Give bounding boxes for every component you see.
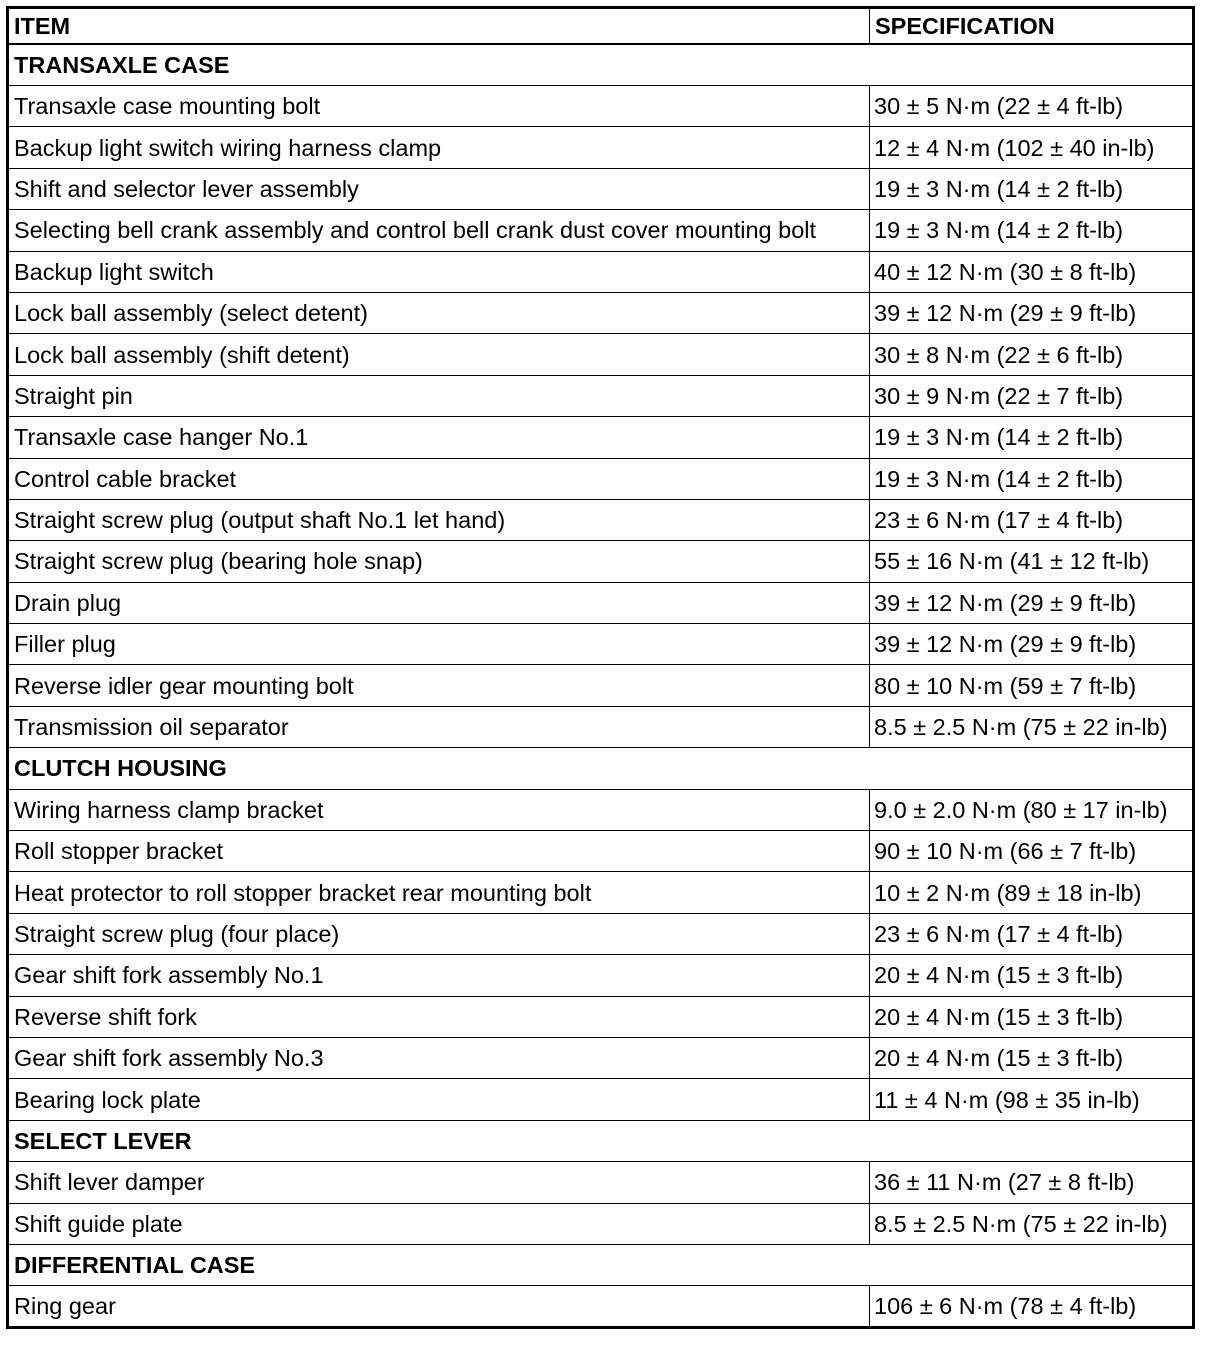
item-cell: Shift lever damper: [8, 1162, 870, 1203]
item-cell: Shift guide plate: [8, 1203, 870, 1244]
table-row: [8, 210, 1194, 251]
table-row: [8, 1037, 1194, 1078]
specification-cell: 11 ± 4 N·m (98 ± 35 in-lb): [870, 1079, 1194, 1120]
item-cell: Backup light switch: [8, 251, 870, 292]
specification-cell: 30 ± 8 N·m (22 ± 6 ft-lb): [870, 334, 1194, 375]
item-column-header: ITEM: [8, 8, 870, 45]
section-row: [8, 748, 1194, 789]
table-row: [8, 375, 1194, 416]
table-row: [8, 541, 1194, 582]
table-row: [8, 168, 1194, 209]
item-cell: Straight screw plug (four place): [8, 913, 870, 954]
item-cell: Wiring harness clamp bracket: [8, 789, 870, 830]
table-row: [8, 582, 1194, 623]
specification-cell: 55 ± 16 N·m (41 ± 12 ft-lb): [870, 541, 1194, 582]
specification-cell: 40 ± 12 N·m (30 ± 8 ft-lb): [870, 251, 1194, 292]
item-cell: Straight screw plug (output shaft No.1 let hand): [8, 499, 870, 540]
table-row: [8, 499, 1194, 540]
table-row: [8, 86, 1194, 127]
specification-cell: 30 ± 5 N·m (22 ± 4 ft-lb): [870, 86, 1194, 127]
section-title: SELECT LEVER: [8, 1120, 1194, 1161]
section-row: [8, 1120, 1194, 1161]
table-row: [8, 996, 1194, 1037]
section-row: [8, 1244, 1194, 1285]
item-cell: Straight pin: [8, 375, 870, 416]
specification-cell: 12 ± 4 N·m (102 ± 40 in-lb): [870, 127, 1194, 168]
section-title: DIFFERENTIAL CASE: [8, 1244, 1194, 1285]
specification-cell: 39 ± 12 N·m (29 ± 9 ft-lb): [870, 624, 1194, 665]
table-row: [8, 872, 1194, 913]
item-cell: Roll stopper bracket: [8, 831, 870, 872]
table-row: [8, 1286, 1194, 1328]
table-row: [8, 251, 1194, 292]
specification-cell: 20 ± 4 N·m (15 ± 3 ft-lb): [870, 996, 1194, 1037]
table-header: [8, 8, 1194, 45]
specification-cell: 9.0 ± 2.0 N·m (80 ± 17 in-lb): [870, 789, 1194, 830]
table-row: [8, 913, 1194, 954]
item-cell: Lock ball assembly (shift detent): [8, 334, 870, 375]
table-row: [8, 665, 1194, 706]
specification-cell: 80 ± 10 N·m (59 ± 7 ft-lb): [870, 665, 1194, 706]
item-cell: Filler plug: [8, 624, 870, 665]
specification-cell: 8.5 ± 2.5 N·m (75 ± 22 in-lb): [870, 706, 1194, 747]
header-row: [8, 8, 1194, 45]
section-row: [8, 44, 1194, 86]
item-cell: Reverse idler gear mounting bolt: [8, 665, 870, 706]
item-cell: Gear shift fork assembly No.3: [8, 1037, 870, 1078]
specification-cell: 8.5 ± 2.5 N·m (75 ± 22 in-lb): [870, 1203, 1194, 1244]
specification-cell: 90 ± 10 N·m (66 ± 7 ft-lb): [870, 831, 1194, 872]
table-row: [8, 1079, 1194, 1120]
item-cell: Reverse shift fork: [8, 996, 870, 1037]
table-row: [8, 1203, 1194, 1244]
item-cell: Heat protector to roll stopper bracket rear mounting bolt: [8, 872, 870, 913]
specification-cell: 19 ± 3 N·m (14 ± 2 ft-lb): [870, 417, 1194, 458]
specification-cell: 106 ± 6 N·m (78 ± 4 ft-lb): [870, 1286, 1194, 1328]
table-row: [8, 706, 1194, 747]
table-row: [8, 1162, 1194, 1203]
table-row: [8, 831, 1194, 872]
specification-cell: 30 ± 9 N·m (22 ± 7 ft-lb): [870, 375, 1194, 416]
item-cell: Lock ball assembly (select detent): [8, 292, 870, 333]
item-cell: Ring gear: [8, 1286, 870, 1328]
section-title: TRANSAXLE CASE: [8, 44, 1194, 86]
item-cell: Bearing lock plate: [8, 1079, 870, 1120]
specification-cell: 19 ± 3 N·m (14 ± 2 ft-lb): [870, 210, 1194, 251]
specification-cell: 23 ± 6 N·m (17 ± 4 ft-lb): [870, 499, 1194, 540]
table-row: [8, 417, 1194, 458]
item-cell: Shift and selector lever assembly: [8, 168, 870, 209]
specification-cell: 36 ± 11 N·m (27 ± 8 ft-lb): [870, 1162, 1194, 1203]
specification-cell: 39 ± 12 N·m (29 ± 9 ft-lb): [870, 292, 1194, 333]
section-title: CLUTCH HOUSING: [8, 748, 1194, 789]
table-row: [8, 127, 1194, 168]
table-row: [8, 292, 1194, 333]
specification-cell: 23 ± 6 N·m (17 ± 4 ft-lb): [870, 913, 1194, 954]
item-cell: Transaxle case mounting bolt: [8, 86, 870, 127]
table-row: [8, 955, 1194, 996]
specification-cell: 20 ± 4 N·m (15 ± 3 ft-lb): [870, 1037, 1194, 1078]
specification-cell: 39 ± 12 N·m (29 ± 9 ft-lb): [870, 582, 1194, 623]
specification-cell: 20 ± 4 N·m (15 ± 3 ft-lb): [870, 955, 1194, 996]
item-cell: Gear shift fork assembly No.1: [8, 955, 870, 996]
item-cell: Transmission oil separator: [8, 706, 870, 747]
table-row: [8, 334, 1194, 375]
item-cell: Selecting bell crank assembly and control bell crank dust cover mounting bolt: [8, 210, 870, 251]
specification-cell: 10 ± 2 N·m (89 ± 18 in-lb): [870, 872, 1194, 913]
torque-spec-table: [6, 6, 1195, 1329]
item-cell: Backup light switch wiring harness clamp: [8, 127, 870, 168]
specification-cell: 19 ± 3 N·m (14 ± 2 ft-lb): [870, 458, 1194, 499]
table-row: [8, 458, 1194, 499]
item-cell: Straight screw plug (bearing hole snap): [8, 541, 870, 582]
item-cell: Control cable bracket: [8, 458, 870, 499]
specification-cell: 19 ± 3 N·m (14 ± 2 ft-lb): [870, 168, 1194, 209]
specification-column-header: SPECIFICATION: [870, 8, 1194, 45]
item-cell: Drain plug: [8, 582, 870, 623]
table-row: [8, 789, 1194, 830]
table-body: [8, 44, 1194, 1328]
table-row: [8, 624, 1194, 665]
item-cell: Transaxle case hanger No.1: [8, 417, 870, 458]
